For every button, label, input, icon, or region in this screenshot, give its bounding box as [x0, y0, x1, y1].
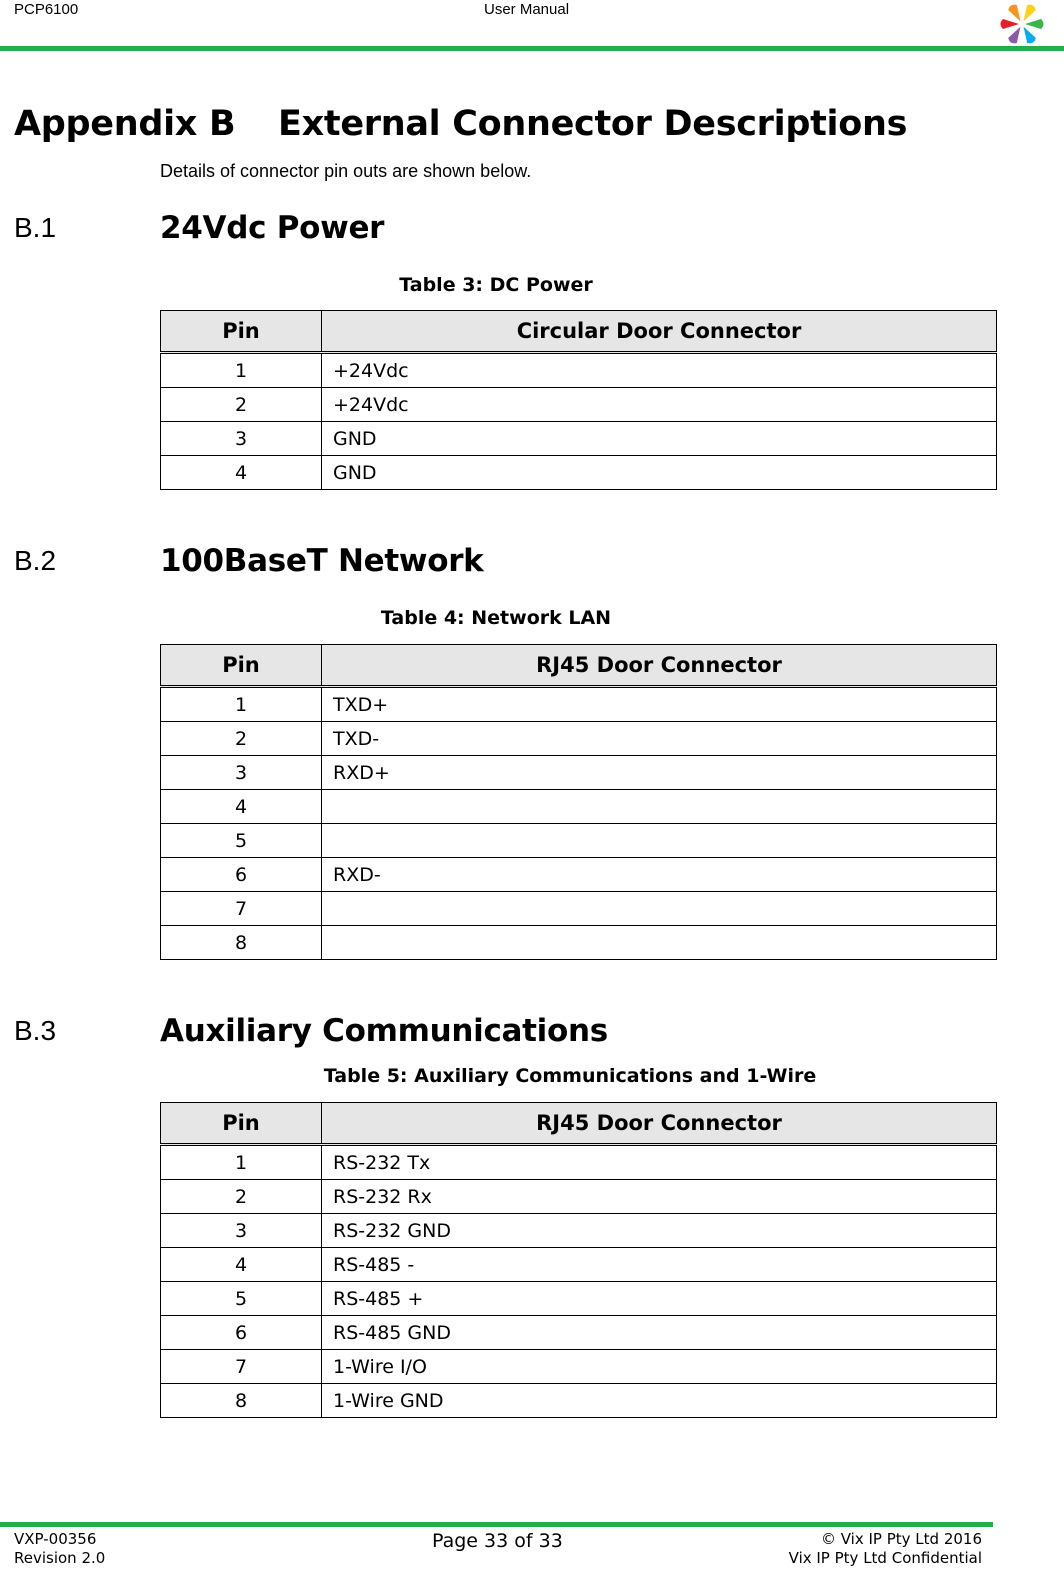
table-caption: Table 3: DC Power	[399, 274, 593, 296]
pin-number-cell: 2	[161, 1180, 322, 1214]
pin-signal-cell: RXD+	[322, 756, 997, 790]
pin-number-cell: 8	[161, 1384, 322, 1418]
table-row	[161, 1145, 997, 1180]
column-header-connector: RJ45 Door Connector	[322, 645, 997, 687]
pin-number-cell: 3	[161, 1214, 322, 1248]
pin-signal-cell: RS-232 Tx	[322, 1145, 997, 1180]
column-header-pin: Pin	[161, 1103, 322, 1145]
dc-power-table	[160, 310, 997, 490]
table-row	[161, 1248, 997, 1282]
pin-number-cell: 5	[161, 1282, 322, 1316]
appendix-title: External Connector Descriptions	[278, 104, 908, 144]
logo-petal	[1025, 19, 1044, 29]
pin-signal-cell: TXD+	[322, 687, 997, 722]
table-caption: Table 4: Network LAN	[380, 607, 612, 629]
pin-signal-cell: RS-485 -	[322, 1248, 997, 1282]
pin-signal-cell: 1-Wire I/O	[322, 1350, 997, 1384]
pin-signal-cell	[322, 892, 997, 926]
pin-signal-cell: +24Vdc	[322, 388, 997, 422]
pin-number-cell: 1	[161, 687, 322, 722]
pin-signal-cell	[322, 926, 997, 960]
table-row	[161, 926, 997, 960]
header-doc-type: User Manual	[484, 1, 570, 18]
table-row	[161, 722, 997, 756]
pin-signal-cell	[322, 790, 997, 824]
footer-confidential: Vix IP Pty Ltd Confidential	[788, 1549, 982, 1567]
section-title: 24Vdc Power	[160, 210, 385, 246]
table-row	[161, 687, 997, 722]
column-header-pin: Pin	[161, 645, 322, 687]
pin-signal-cell: RS-232 Rx	[322, 1180, 997, 1214]
appendix-label: Appendix B	[14, 104, 236, 144]
pin-number-cell: 6	[161, 1316, 322, 1350]
pin-number-cell: 7	[161, 892, 322, 926]
logo-petal	[1001, 19, 1020, 29]
footer-rule	[0, 1522, 993, 1527]
table-row	[161, 1384, 997, 1418]
column-header-pin: Pin	[161, 311, 322, 353]
footer-copyright: © Vix IP Pty Ltd 2016	[820, 1530, 982, 1548]
table-row	[161, 353, 997, 388]
table-row	[161, 756, 997, 790]
section-title: 100BaseT Network	[160, 543, 484, 579]
footer-doc-id: VXP-00356	[14, 1530, 97, 1548]
company-logo-icon	[997, 0, 1047, 50]
table-row	[161, 858, 997, 892]
logo-petal	[1007, 3, 1025, 24]
logo-petal	[1019, 3, 1037, 24]
pin-number-cell: 4	[161, 456, 322, 490]
pin-signal-cell: RS-485 GND	[322, 1316, 997, 1350]
table-row	[161, 1350, 997, 1384]
pin-signal-cell: 1-Wire GND	[322, 1384, 997, 1418]
section-number: B.2	[14, 545, 57, 576]
table-row	[161, 1180, 997, 1214]
pin-number-cell: 6	[161, 858, 322, 892]
pin-number-cell: 2	[161, 722, 322, 756]
logo-petal	[1007, 24, 1025, 45]
table-row	[161, 1316, 997, 1350]
pin-number-cell: 4	[161, 1248, 322, 1282]
column-header-connector: Circular Door Connector	[322, 311, 997, 353]
table-row	[161, 456, 997, 490]
header-rule	[0, 46, 1064, 51]
table-row	[161, 1282, 997, 1316]
pin-number-cell: 7	[161, 1350, 322, 1384]
pin-signal-cell	[322, 824, 997, 858]
column-header-connector: RJ45 Door Connector	[322, 1103, 997, 1145]
pin-signal-cell: GND	[322, 456, 997, 490]
table-row	[161, 790, 997, 824]
pin-signal-cell: +24Vdc	[322, 353, 997, 388]
pin-number-cell: 1	[161, 353, 322, 388]
footer-revision: Revision 2.0	[14, 1549, 106, 1567]
table-row	[161, 388, 997, 422]
appendix-intro: Details of connector pin outs are shown below.	[160, 161, 532, 181]
pin-number-cell: 3	[161, 756, 322, 790]
pin-signal-cell: RS-232 GND	[322, 1214, 997, 1248]
pin-number-cell: 5	[161, 824, 322, 858]
table-row	[161, 824, 997, 858]
pin-number-cell: 8	[161, 926, 322, 960]
section-number: B.1	[14, 212, 57, 243]
header-doc-code: PCP6100	[14, 1, 79, 18]
table-caption: Table 5: Auxiliary Communications and 1-Wire	[323, 1065, 817, 1087]
pin-signal-cell: TXD-	[322, 722, 997, 756]
table-row	[161, 1214, 997, 1248]
pin-number-cell: 2	[161, 388, 322, 422]
table-row	[161, 892, 997, 926]
table-row	[161, 422, 997, 456]
pin-signal-cell: GND	[322, 422, 997, 456]
footer-page-number: Page 33 of 33	[432, 1530, 563, 1552]
pin-number-cell: 4	[161, 790, 322, 824]
logo-petal	[1019, 24, 1037, 45]
pin-signal-cell: RS-485 +	[322, 1282, 997, 1316]
auxiliary-comms-table	[160, 1102, 997, 1418]
pin-number-cell: 3	[161, 422, 322, 456]
section-title: Auxiliary Communications	[160, 1013, 608, 1049]
section-number: B.3	[14, 1015, 57, 1046]
network-lan-table	[160, 644, 997, 960]
pin-signal-cell: RXD-	[322, 858, 997, 892]
pin-number-cell: 1	[161, 1145, 322, 1180]
